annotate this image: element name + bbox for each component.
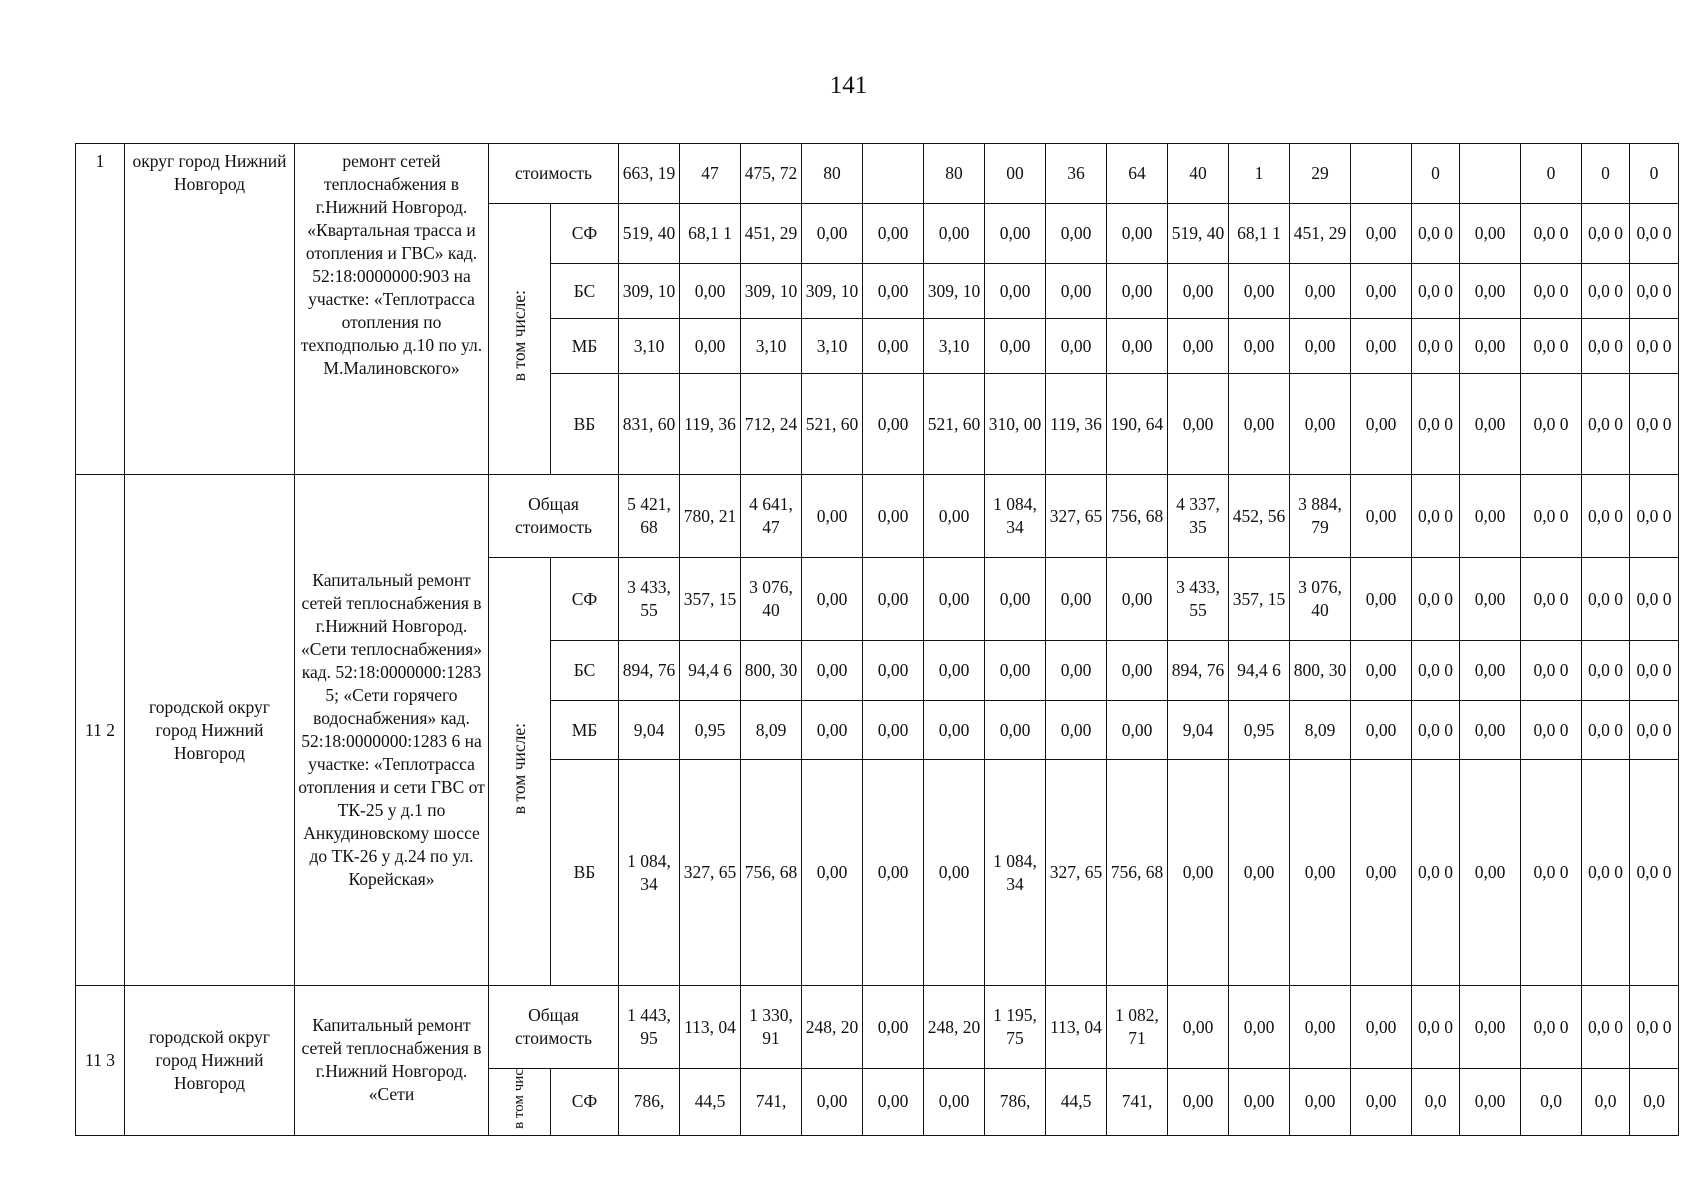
value-cell: 800, 30: [741, 641, 802, 701]
value-cell: 0,00: [1168, 986, 1229, 1069]
value-cell: 00: [985, 144, 1046, 204]
value-cell: 0,0 0: [1630, 374, 1679, 475]
value-cell: 0,0 0: [1521, 374, 1582, 475]
value-cell: 0,0 0: [1582, 319, 1630, 374]
value-cell: 0,00: [1290, 986, 1351, 1069]
value-cell: 1 084, 34: [619, 760, 680, 986]
value-cell: 0,0 0: [1630, 319, 1679, 374]
value-cell: 64: [1107, 144, 1168, 204]
value-cell: 0,00: [924, 701, 985, 760]
value-cell: 0,00: [863, 264, 924, 319]
value-cell: 327, 65: [680, 760, 741, 986]
value-cell: 0,00: [1351, 701, 1412, 760]
value-cell: 0,0 0: [1521, 641, 1582, 701]
value-cell: 0,00: [863, 475, 924, 558]
value-cell: 0,0 0: [1630, 204, 1679, 264]
value-cell: 0,0 0: [1412, 701, 1460, 760]
value-cell: 310, 00: [985, 374, 1046, 475]
value-cell: 0,00: [1229, 760, 1290, 986]
source-label-cell: СФ: [551, 558, 619, 641]
value-cell: 0,00: [985, 641, 1046, 701]
value-cell: 0,00: [1460, 641, 1521, 701]
value-cell: 0,0 0: [1582, 475, 1630, 558]
value-cell: 0,00: [863, 374, 924, 475]
value-cell: 0,00: [1460, 986, 1521, 1069]
value-cell: 0,00: [863, 1069, 924, 1136]
table-row: [76, 475, 1679, 558]
row-number: 11 3: [76, 986, 125, 1136]
value-cell: 0,00: [1460, 264, 1521, 319]
value-cell: 0,00: [1229, 1069, 1290, 1136]
value-cell: 756, 68: [1107, 760, 1168, 986]
value-cell: 712, 24: [741, 374, 802, 475]
value-cell: 0,0 0: [1582, 204, 1630, 264]
value-cell: 3 076, 40: [1290, 558, 1351, 641]
value-cell: 113, 04: [680, 986, 741, 1069]
value-cell: 0,00: [1046, 264, 1107, 319]
value-cell: 0,00: [863, 319, 924, 374]
value-cell: 756, 68: [1107, 475, 1168, 558]
value-cell: 1 084, 34: [985, 475, 1046, 558]
value-cell: 3 076, 40: [741, 558, 802, 641]
including-label-cell: [489, 558, 551, 986]
value-cell: 741,: [741, 1069, 802, 1136]
value-cell: 0,00: [1107, 641, 1168, 701]
value-cell: 519, 40: [619, 204, 680, 264]
value-cell: 0,00: [924, 558, 985, 641]
value-cell: 0,00: [1460, 1069, 1521, 1136]
value-cell: 309, 10: [802, 264, 863, 319]
value-cell: 0,00: [863, 641, 924, 701]
value-cell: 44,5: [1046, 1069, 1107, 1136]
value-cell: 0,00: [802, 204, 863, 264]
value-cell: 309, 10: [924, 264, 985, 319]
value-cell: 0,0 0: [1521, 558, 1582, 641]
value-cell: 0,00: [985, 264, 1046, 319]
value-cell: 3,10: [619, 319, 680, 374]
value-cell: 0,0 0: [1630, 264, 1679, 319]
value-cell: [863, 144, 924, 204]
value-cell: 519, 40: [1168, 204, 1229, 264]
value-cell: 0,00: [1290, 760, 1351, 986]
total-label-cell: стоимость: [489, 144, 619, 204]
value-cell: 0,00: [1046, 319, 1107, 374]
value-cell: 0,0: [1521, 1069, 1582, 1136]
value-cell: [1460, 144, 1521, 204]
page-number: 141: [829, 72, 868, 99]
value-cell: 0,00: [863, 558, 924, 641]
value-cell: 780, 21: [680, 475, 741, 558]
source-label-cell: ВБ: [551, 374, 619, 475]
value-cell: 357, 15: [1229, 558, 1290, 641]
value-cell: 1 082, 71: [1107, 986, 1168, 1069]
value-cell: 0,00: [1107, 204, 1168, 264]
value-cell: 0,0 0: [1582, 641, 1630, 701]
value-cell: 0,00: [863, 760, 924, 986]
including-label-cell: [489, 1069, 551, 1136]
value-cell: 0,0 0: [1582, 558, 1630, 641]
value-cell: 4 641, 47: [741, 475, 802, 558]
value-cell: 0,00: [1460, 701, 1521, 760]
including-label-cell: [489, 204, 551, 475]
value-cell: 0,0 0: [1630, 986, 1679, 1069]
value-cell: 0,00: [1460, 204, 1521, 264]
value-cell: 0,00: [1168, 760, 1229, 986]
row-number: 1: [76, 144, 125, 475]
value-cell: 0,0 0: [1582, 264, 1630, 319]
value-cell: 0,00: [1460, 374, 1521, 475]
value-cell: 309, 10: [619, 264, 680, 319]
value-cell: 0,0 0: [1412, 760, 1460, 986]
municipality-cell: городской округ город Нижний Новгород: [125, 986, 295, 1136]
municipality-cell: округ город Нижний Новгород: [125, 144, 295, 475]
value-cell: 0,0 0: [1630, 558, 1679, 641]
value-cell: 0,00: [1168, 264, 1229, 319]
value-cell: 452, 56: [1229, 475, 1290, 558]
value-cell: 0,00: [1290, 1069, 1351, 1136]
value-cell: 8,09: [1290, 701, 1351, 760]
value-cell: 0,00: [1290, 264, 1351, 319]
value-cell: 0,0: [1582, 1069, 1630, 1136]
value-cell: 0,00: [985, 558, 1046, 641]
value-cell: 0,00: [924, 204, 985, 264]
value-cell: 3 433, 55: [1168, 558, 1229, 641]
budget-table: [75, 143, 1679, 1136]
value-cell: 0,00: [1107, 319, 1168, 374]
value-cell: 0,00: [1046, 641, 1107, 701]
row-number: 11 2: [76, 475, 125, 986]
including-label: в том чис: [511, 1069, 527, 1129]
value-cell: 0,0 0: [1412, 986, 1460, 1069]
value-cell: 0,0 0: [1412, 374, 1460, 475]
value-cell: 800, 30: [1290, 641, 1351, 701]
value-cell: 0,0 0: [1521, 986, 1582, 1069]
value-cell: 0,00: [1229, 264, 1290, 319]
value-cell: 831, 60: [619, 374, 680, 475]
value-cell: 0,0: [1630, 1069, 1679, 1136]
value-cell: 0,00: [863, 204, 924, 264]
value-cell: 327, 65: [1046, 760, 1107, 986]
value-cell: 44,5: [680, 1069, 741, 1136]
value-cell: 3 884, 79: [1290, 475, 1351, 558]
value-cell: 0,00: [802, 475, 863, 558]
value-cell: 0,00: [1351, 760, 1412, 986]
value-cell: 0,00: [1229, 986, 1290, 1069]
value-cell: 0,00: [802, 641, 863, 701]
value-cell: 0,0 0: [1521, 319, 1582, 374]
value-cell: 9,04: [1168, 701, 1229, 760]
source-label-cell: СФ: [551, 204, 619, 264]
table-row: [76, 144, 1679, 204]
description-cell: Капитальный ремонт сетей теплоснабжения в г.Нижний Новгород. «Сети теплоснабжения» кад. 52:18:0000000:1283 5; «Сети горячего водоснабжения» кад. 52:18:0000000:1283 6 на участке: «Теплотрасса отопления и сети ГВС от ТК-25 у д.1 по Анкудиновскому шоссе до ТК-26 у д.24 по ул. Корейская»: [295, 475, 489, 986]
description-cell: Капитальный ремонт сетей теплоснабжения в г.Нижний Новгород. «Сети: [295, 986, 489, 1136]
value-cell: 3 433, 55: [619, 558, 680, 641]
value-cell: 0,00: [1168, 374, 1229, 475]
value-cell: 0,95: [680, 701, 741, 760]
value-cell: 0,00: [802, 760, 863, 986]
value-cell: 0,00: [863, 986, 924, 1069]
value-cell: 0,00: [1229, 374, 1290, 475]
value-cell: 0,00: [1351, 1069, 1412, 1136]
value-cell: 0,0 0: [1412, 204, 1460, 264]
value-cell: 47: [680, 144, 741, 204]
value-cell: 0,00: [1168, 319, 1229, 374]
value-cell: 0,0 0: [1412, 558, 1460, 641]
value-cell: 521, 60: [924, 374, 985, 475]
value-cell: 0,0 0: [1412, 319, 1460, 374]
value-cell: 663, 19: [619, 144, 680, 204]
total-label-cell: Общая стоимость: [489, 986, 619, 1069]
value-cell: 0,00: [1290, 319, 1351, 374]
source-label-cell: БС: [551, 641, 619, 701]
value-cell: 756, 68: [741, 760, 802, 986]
value-cell: 0,0 0: [1630, 641, 1679, 701]
value-cell: 0,00: [924, 1069, 985, 1136]
value-cell: 0,00: [802, 1069, 863, 1136]
value-cell: 0,00: [1351, 475, 1412, 558]
value-cell: 451, 29: [1290, 204, 1351, 264]
value-cell: 0,00: [802, 701, 863, 760]
value-cell: 1 195, 75: [985, 986, 1046, 1069]
value-cell: 0,0 0: [1521, 760, 1582, 986]
value-cell: 0,0: [1412, 1069, 1460, 1136]
value-cell: 0,00: [1351, 986, 1412, 1069]
value-cell: 0: [1521, 144, 1582, 204]
value-cell: 0,0 0: [1521, 264, 1582, 319]
value-cell: 0: [1582, 144, 1630, 204]
value-cell: 68,1 1: [1229, 204, 1290, 264]
value-cell: 0,0 0: [1412, 264, 1460, 319]
value-cell: [1351, 144, 1412, 204]
value-cell: 0,00: [1168, 1069, 1229, 1136]
value-cell: 0,00: [1351, 264, 1412, 319]
value-cell: 40: [1168, 144, 1229, 204]
value-cell: 0,00: [924, 475, 985, 558]
value-cell: 0,00: [1290, 374, 1351, 475]
value-cell: 190, 64: [1107, 374, 1168, 475]
value-cell: 894, 76: [1168, 641, 1229, 701]
value-cell: 0,0 0: [1630, 475, 1679, 558]
value-cell: 248, 20: [924, 986, 985, 1069]
municipality-cell: городской округ город Нижний Новгород: [125, 475, 295, 986]
value-cell: 0,00: [680, 319, 741, 374]
value-cell: 1 330, 91: [741, 986, 802, 1069]
value-cell: 29: [1290, 144, 1351, 204]
including-label: в том числе:: [509, 290, 529, 382]
value-cell: 3,10: [741, 319, 802, 374]
table-row: [76, 986, 1679, 1069]
value-cell: 0,00: [1351, 558, 1412, 641]
value-cell: 0,00: [1460, 475, 1521, 558]
value-cell: 0,00: [985, 204, 1046, 264]
value-cell: 0,00: [924, 641, 985, 701]
value-cell: 0,00: [1460, 558, 1521, 641]
value-cell: 0,0 0: [1521, 701, 1582, 760]
value-cell: 1 443, 95: [619, 986, 680, 1069]
value-cell: 451, 29: [741, 204, 802, 264]
value-cell: 0: [1630, 144, 1679, 204]
value-cell: 0,00: [1107, 558, 1168, 641]
value-cell: 1 084, 34: [985, 760, 1046, 986]
value-cell: 0,0 0: [1521, 204, 1582, 264]
value-cell: 0,00: [1351, 204, 1412, 264]
value-cell: 8,09: [741, 701, 802, 760]
description-cell: ремонт сетей теплоснабжения в г.Нижний Новгород. «Квартальная трасса и отопления и ГВС» кад. 52:18:0000000:903 на участке: «Теплотрасса отопления по техподполью д.10 по ул. М.Малиновского»: [295, 144, 489, 475]
value-cell: 0: [1412, 144, 1460, 204]
source-label-cell: ВБ: [551, 760, 619, 986]
source-label-cell: СФ: [551, 1069, 619, 1136]
value-cell: 0,00: [1351, 641, 1412, 701]
value-cell: 786,: [619, 1069, 680, 1136]
value-cell: 0,00: [1460, 319, 1521, 374]
value-cell: 0,00: [1046, 204, 1107, 264]
value-cell: 0,0 0: [1582, 760, 1630, 986]
value-cell: 475, 72: [741, 144, 802, 204]
value-cell: 36: [1046, 144, 1107, 204]
value-cell: 327, 65: [1046, 475, 1107, 558]
value-cell: 0,0 0: [1582, 374, 1630, 475]
value-cell: 5 421, 68: [619, 475, 680, 558]
value-cell: 68,1 1: [680, 204, 741, 264]
value-cell: 0,00: [680, 264, 741, 319]
value-cell: 248, 20: [802, 986, 863, 1069]
value-cell: 894, 76: [619, 641, 680, 701]
value-cell: 0,0 0: [1630, 760, 1679, 986]
value-cell: 113, 04: [1046, 986, 1107, 1069]
value-cell: 0,00: [1351, 374, 1412, 475]
value-cell: 119, 36: [680, 374, 741, 475]
value-cell: 0,00: [924, 760, 985, 986]
total-label-cell: Общая стоимость: [489, 475, 619, 558]
value-cell: 3,10: [802, 319, 863, 374]
source-label-cell: БС: [551, 264, 619, 319]
value-cell: 119, 36: [1046, 374, 1107, 475]
value-cell: 1: [1229, 144, 1290, 204]
value-cell: 0,0 0: [1630, 701, 1679, 760]
value-cell: 0,00: [1107, 701, 1168, 760]
value-cell: 80: [924, 144, 985, 204]
value-cell: 0,00: [1107, 264, 1168, 319]
value-cell: 0,0 0: [1412, 641, 1460, 701]
value-cell: 309, 10: [741, 264, 802, 319]
value-cell: 3,10: [924, 319, 985, 374]
value-cell: 0,00: [985, 701, 1046, 760]
value-cell: 0,00: [863, 701, 924, 760]
source-label-cell: МБ: [551, 701, 619, 760]
value-cell: 786,: [985, 1069, 1046, 1136]
value-cell: 741,: [1107, 1069, 1168, 1136]
value-cell: 0,00: [1460, 760, 1521, 986]
value-cell: 0,0 0: [1521, 475, 1582, 558]
value-cell: 0,00: [1046, 558, 1107, 641]
source-label-cell: МБ: [551, 319, 619, 374]
value-cell: 0,00: [1046, 701, 1107, 760]
including-label: в том числе:: [509, 722, 529, 815]
value-cell: 0,0 0: [1412, 475, 1460, 558]
value-cell: 0,95: [1229, 701, 1290, 760]
value-cell: 80: [802, 144, 863, 204]
value-cell: 4 337, 35: [1168, 475, 1229, 558]
value-cell: 0,0 0: [1582, 986, 1630, 1069]
value-cell: 521, 60: [802, 374, 863, 475]
value-cell: 357, 15: [680, 558, 741, 641]
value-cell: 0,0 0: [1582, 701, 1630, 760]
value-cell: 0,00: [1229, 319, 1290, 374]
value-cell: 0,00: [802, 558, 863, 641]
value-cell: 9,04: [619, 701, 680, 760]
value-cell: 94,4 6: [680, 641, 741, 701]
value-cell: 94,4 6: [1229, 641, 1290, 701]
value-cell: 0,00: [1351, 319, 1412, 374]
value-cell: 0,00: [985, 319, 1046, 374]
